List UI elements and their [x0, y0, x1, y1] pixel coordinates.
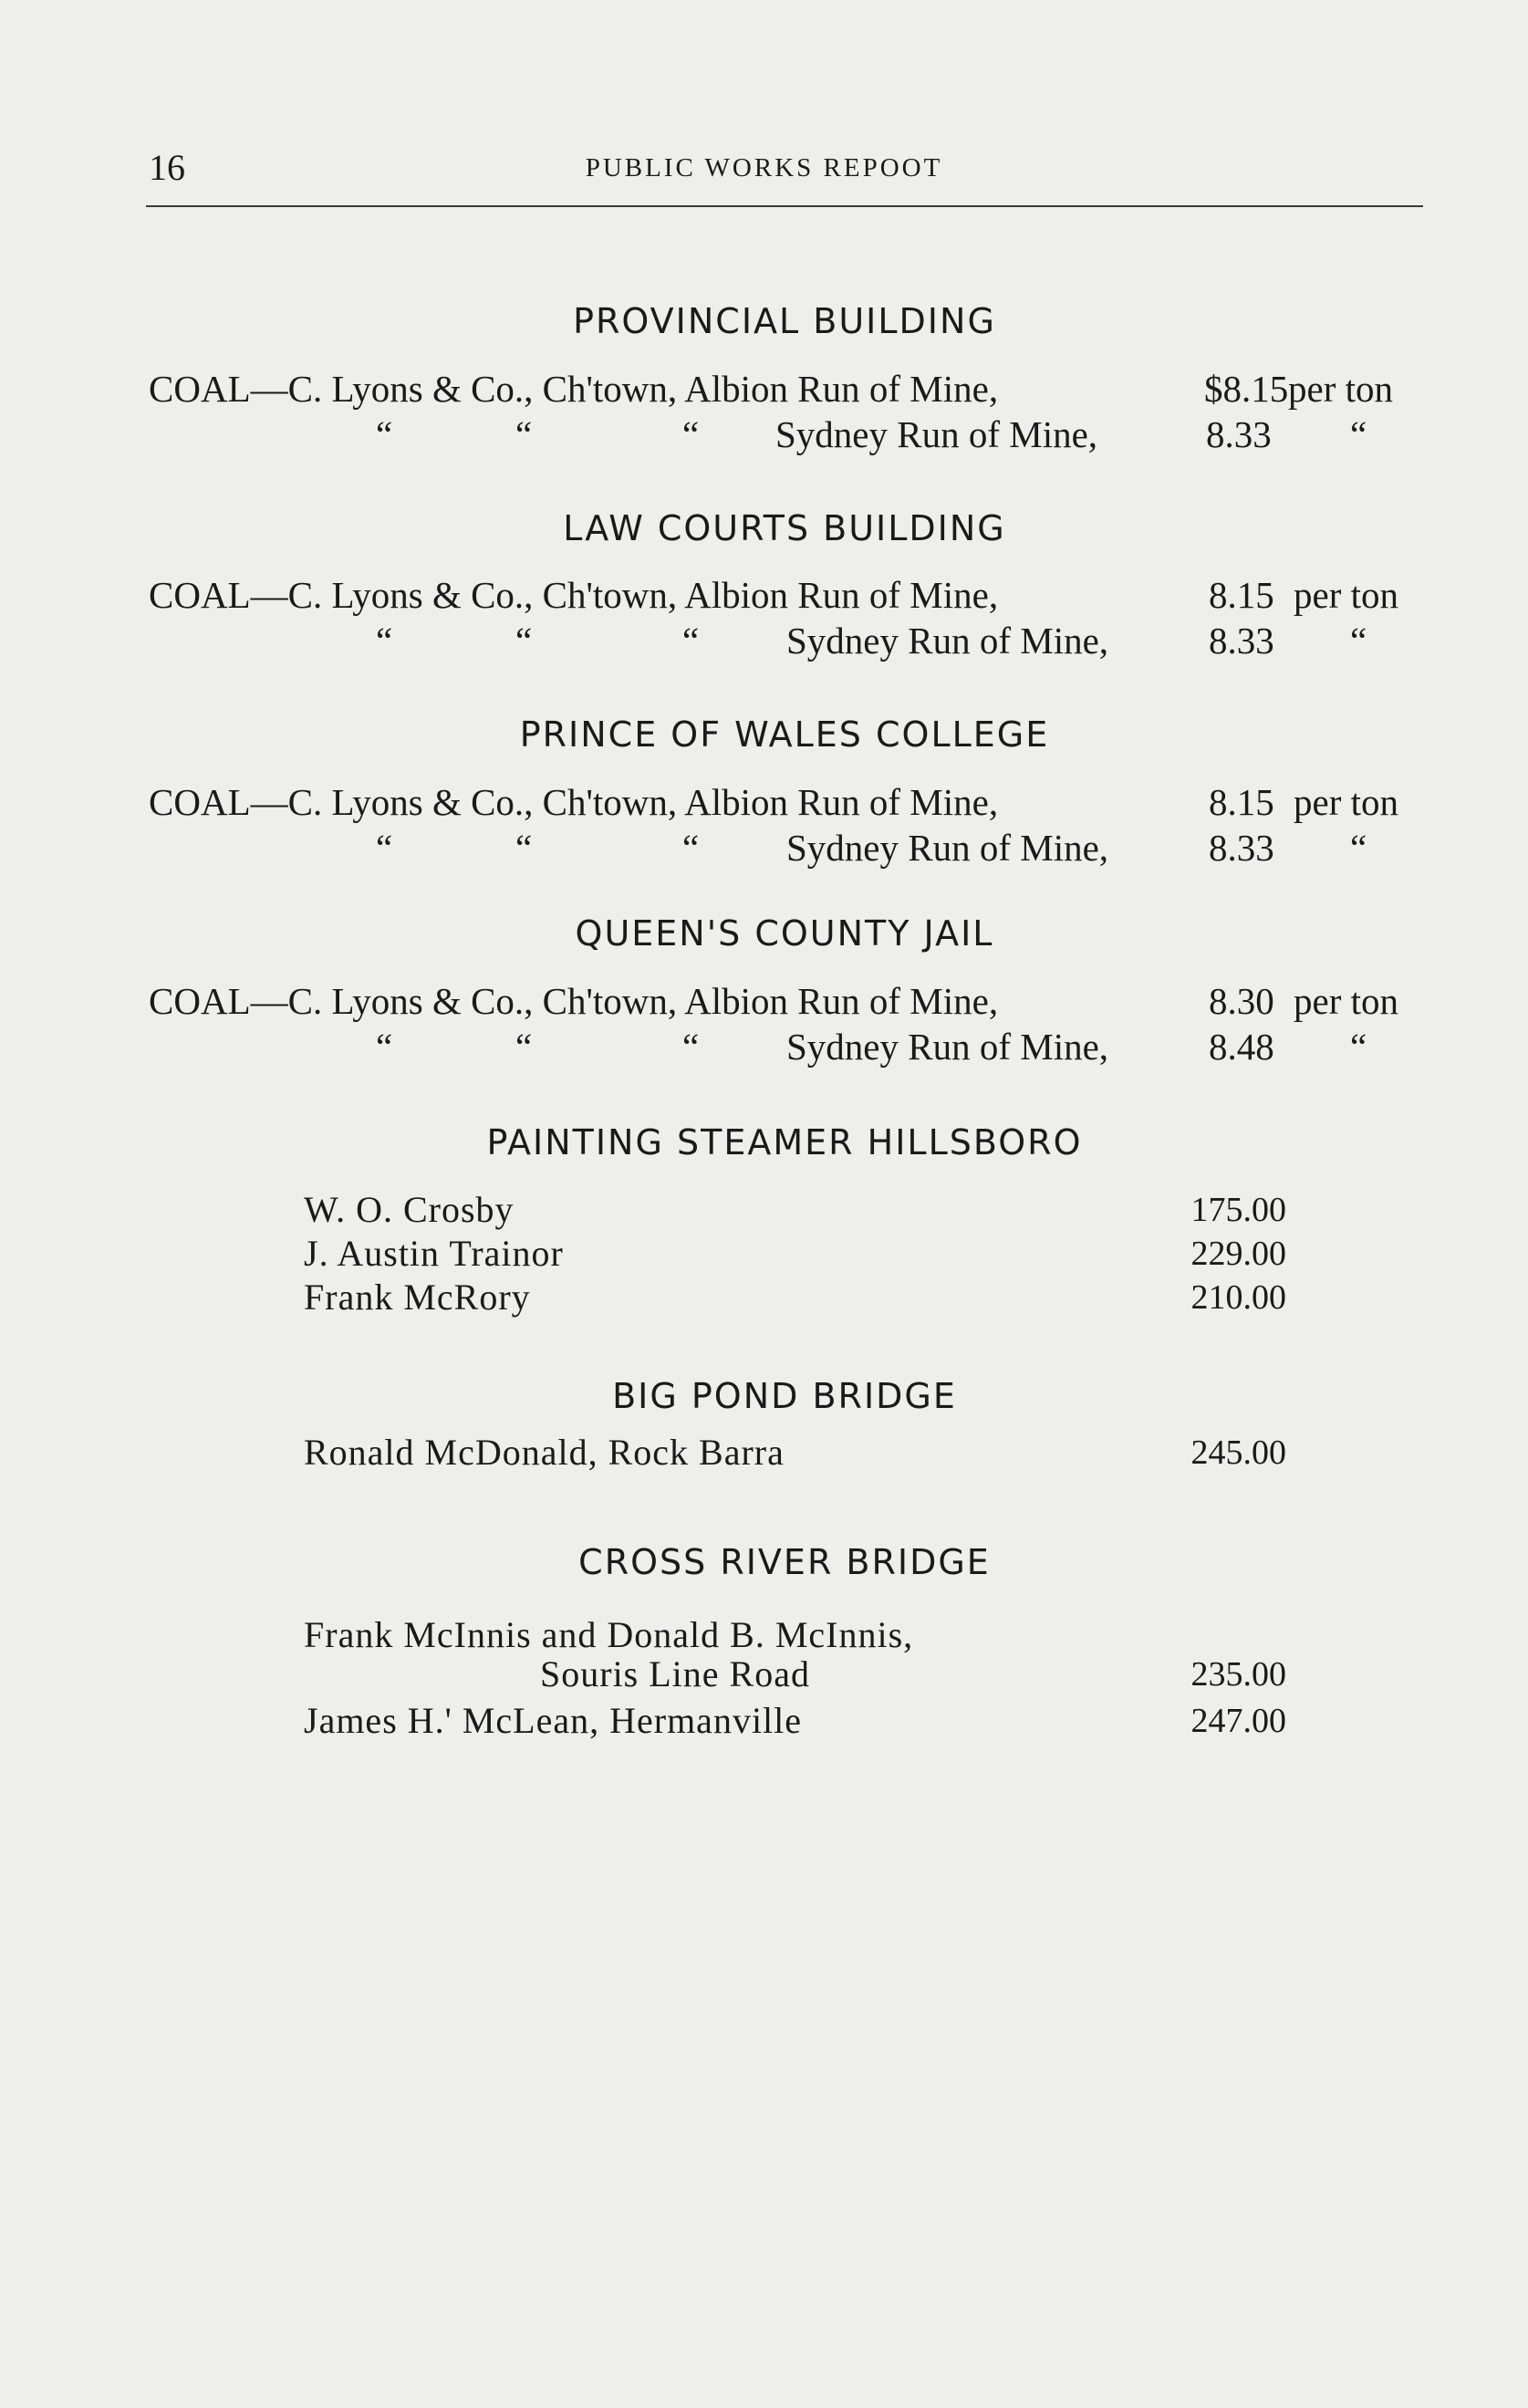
- ditto-mark: “: [682, 1026, 700, 1068]
- contract-amount: 229.00: [1190, 1235, 1286, 1273]
- ditto-mark: “: [515, 413, 533, 455]
- section-title-queens-county-jail: QUEEN'S COUNTY JAIL: [575, 913, 994, 954]
- page-number: 16: [149, 147, 185, 188]
- ditto-mark: “: [682, 413, 700, 455]
- ditto-mark: “: [1350, 620, 1367, 662]
- ditto-mark: “: [682, 827, 700, 869]
- section-title-prince-of-wales-college: PRINCE OF WALES COLLEGE: [519, 714, 1050, 755]
- contractor-name: Frank McInnis and Donald B. McInnis,: [304, 1614, 914, 1655]
- contract-amount: 245.00: [1190, 1433, 1286, 1472]
- contract-amount: 175.00: [1190, 1191, 1286, 1229]
- running-head: PUBLIC WORKS REPOOT: [585, 153, 943, 182]
- second-coal-line: Sydney Run of Mine,: [786, 620, 1109, 662]
- contractor-name: Frank McRory: [304, 1277, 531, 1318]
- price-unit: per ton: [1288, 368, 1393, 410]
- ditto-mark: “: [1350, 1026, 1367, 1068]
- contractor-name: W. O. Crosby: [304, 1189, 515, 1230]
- price-unit: per ton: [1294, 574, 1398, 616]
- section-title-big-pond-bridge: BIG POND BRIDGE: [612, 1376, 957, 1416]
- second-coal-price: 8.48: [1209, 1026, 1274, 1068]
- ditto-mark: “: [376, 1026, 393, 1068]
- ditto-mark: “: [1350, 413, 1367, 455]
- coal-line: COAL—C. Lyons & Co., Ch'town, Albion Run of Mine,: [149, 368, 999, 410]
- section-title-law-courts-building: LAW COURTS BUILDING: [563, 508, 1006, 548]
- ditto-mark: “: [376, 620, 393, 662]
- second-coal-line: Sydney Run of Mine,: [786, 827, 1109, 869]
- coal-line: COAL—C. Lyons & Co., Ch'town, Albion Run of Mine,: [149, 781, 999, 823]
- contractor-name: James H.' McLean, Hermanville: [304, 1700, 803, 1741]
- price-unit: per ton: [1294, 980, 1398, 1022]
- section-title-painting-steamer-hillsboro: PAINTING STEAMER HILLSBORO: [486, 1122, 1083, 1162]
- ditto-mark: “: [376, 413, 393, 455]
- price-unit: per ton: [1294, 781, 1398, 823]
- header-rule: [146, 205, 1423, 207]
- contractor-address: Souris Line Road: [540, 1653, 810, 1694]
- coal-line: COAL—C. Lyons & Co., Ch'town, Albion Run of Mine,: [149, 980, 999, 1022]
- contract-amount: 235.00: [1190, 1655, 1286, 1694]
- coal-price: 8.30: [1209, 980, 1274, 1022]
- ditto-mark: “: [1350, 827, 1367, 869]
- second-coal-line: Sydney Run of Mine,: [786, 1026, 1109, 1068]
- section-title-provincial-building: PROVINCIAL BUILDING: [573, 301, 996, 341]
- ditto-mark: “: [515, 827, 533, 869]
- contractor-name: J. Austin Trainor: [304, 1233, 564, 1274]
- section-title-cross-river-bridge: CROSS RIVER BRIDGE: [578, 1542, 991, 1582]
- coal-price: 8.15: [1209, 781, 1274, 823]
- coal-line: COAL—C. Lyons & Co., Ch'town, Albion Run of Mine,: [149, 574, 999, 616]
- contractor-name: Ronald McDonald, Rock Barra: [304, 1432, 785, 1473]
- coal-price: 8.15: [1209, 574, 1274, 616]
- second-coal-line: Sydney Run of Mine,: [775, 413, 1098, 455]
- ditto-mark: “: [376, 827, 393, 869]
- ditto-mark: “: [515, 1026, 533, 1068]
- coal-price: $8.15: [1204, 368, 1289, 410]
- second-coal-price: 8.33: [1206, 413, 1272, 455]
- contract-amount: 210.00: [1190, 1278, 1286, 1317]
- ditto-mark: “: [682, 620, 700, 662]
- second-coal-price: 8.33: [1209, 827, 1274, 869]
- second-coal-price: 8.33: [1209, 620, 1274, 662]
- contract-amount: 247.00: [1190, 1702, 1286, 1740]
- ditto-mark: “: [515, 620, 533, 662]
